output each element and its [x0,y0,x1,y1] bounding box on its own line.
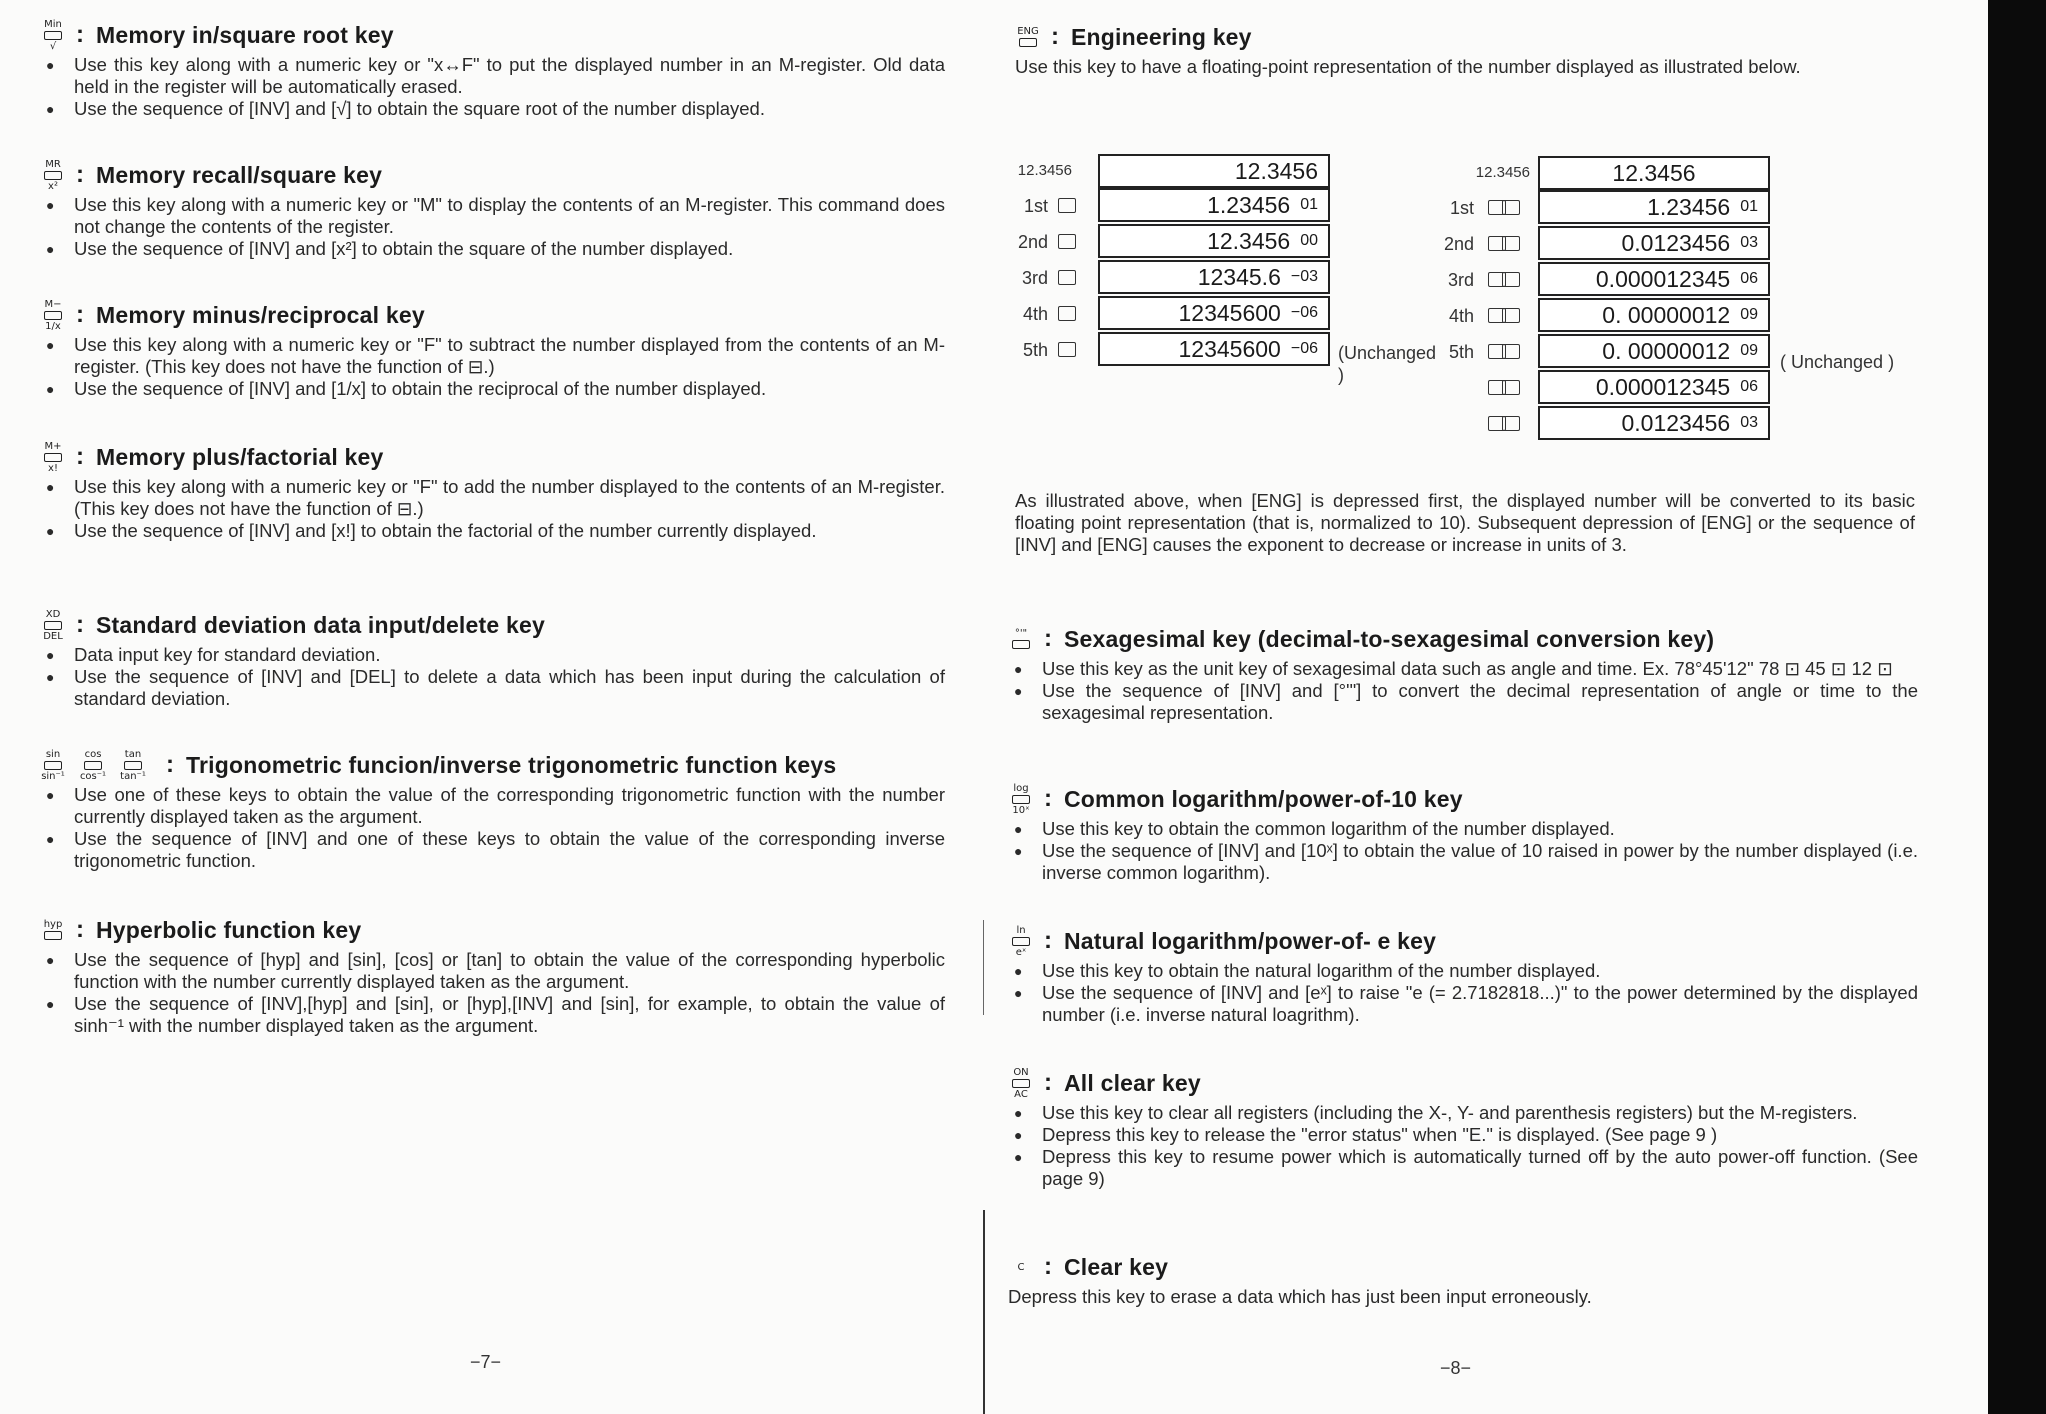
section-std-dev: XD DEL : Standard deviation data input/delete key ● Data input key for standard deviation. ● Use the sequence of [INV] and [DEL] to delete a data which has been input during the calculation of standard deviation. [40,608,945,710]
lcd-display: 12.3456 [1538,156,1770,190]
section-common-log: log 10ˣ : Common logarithm/power-of-10 key ● Use this key to obtain the common logarithm of the number displayed. ● Use the sequence of [INV] and [10ˣ] to obtain the value of 10 raised in power by the number displayed (i.e. inverse common logarithm). [1008,782,1918,884]
section-title: Standard deviation data input/delete key [96,611,545,638]
unchanged-note: ( Unchanged ) [1780,352,1895,372]
bullet-item: ● Use the sequence of [INV] and [x²] to obtain the square of the number displayed. [40,238,945,260]
xd-key-icon: XD DEL [43,608,63,642]
eng-key-icon [1058,270,1076,285]
section-clear: C : Clear key Depress this key to erase a data which has just been input erroneously. [1008,1250,1918,1308]
step-label: 4th [1022,304,1048,324]
sexagesimal-key-icon: °'" [1008,628,1034,650]
bullet-item: ● Use this key to obtain the common logarithm of the number displayed. [1008,818,1918,840]
step-label: 5th [1448,342,1474,362]
step-label: 4th [1448,306,1474,326]
unchanged-note: (Unchanged ) [1338,343,1437,385]
bullet-item: ● Use this key to obtain the natural logarithm of the number displayed. [1008,960,1918,982]
step-label: 1st [1449,198,1474,218]
section-title: Sexagesimal key (decimal-to-sexagesimal conversion key) [1064,625,1715,652]
lcd-display: 0.0123456 03 [1538,226,1770,260]
engineering-explanation-block [1015,488,1915,556]
step-label: 2nd [1017,232,1048,252]
section-title: Trigonometric funcion/inverse trigonometric function keys [186,751,837,778]
page-number: −7− [470,1352,502,1372]
hyp-key-icon: hyp [40,919,66,941]
eng-key-icon [1058,234,1076,249]
bullet-item: ● Use the sequence of [INV] and [°'"] to convert the decimal representation of angle or time to the sexagesimal representation. [1008,680,1918,724]
lcd-display: 12345600 −06 [1098,296,1330,330]
section-title: Memory plus/factorial key [96,443,384,470]
bullet-item: ● Use the sequence of [INV] and [DEL] to delete a data which has been input during the calculation of standard deviation. [40,666,945,710]
page-fold-line [983,1210,985,1414]
section-memory-recall: MR x² : Memory recall/square key ● Use this key along with a numeric key or "M" to display the contents of an M-register. This command does not change the contents of the register. ● Use the sequence of [INV] and [x²] to obtain the square of the number displayed. [40,158,945,260]
section-title: Common logarithm/power-of-10 key [1064,785,1463,812]
bullet-item: ● Data input key for standard deviation. [40,644,945,666]
section-title: All clear key [1064,1069,1201,1096]
bullet-item: ● Use this key along with a numeric key or "x↔F" to put the displayed number in an M-register. Old data held in the register will be automatically erased. [40,54,945,98]
step-label: 5th [1022,340,1048,360]
bullet-item: ● Use this key to clear all registers (including the X-, Y- and parenthesis registers) but the M-registers. [1008,1102,1918,1124]
table-header-label: 12.3456 [1017,162,1072,179]
section-memory-minus: M− 1/x : Memory minus/reciprocal key ● Use this key along with a numeric key or "F" to subtract the number displayed from the contents of an M-register. (This key does not have the function of ⊟.) ● Use the sequence of [INV] and [1/x] to obtain the reciprocal of the number displayed. [40,298,945,400]
eng-key-icon [1502,416,1520,431]
scan-edge-shadow [1988,0,2046,1414]
bullet-item: ● Use the sequence of [INV] and [x!] to obtain the factorial of the number currently displayed. [40,520,945,542]
eng-key-icon [1502,308,1520,323]
section-sexagesimal: °'" : Sexagesimal key (decimal-to-sexagesimal conversion key) ● Use this key as the unit key of sexagesimal data such as angle and time. Ex. 78°45'12" 78 ⊡ 45 ⊡ 12 ⊡ ● Use the sequence of [INV] and [°'"] to convert the decimal representation of angle or time to the sexagesimal representation. [1008,622,1918,724]
lcd-display: 12.3456 [1098,154,1330,188]
page-number: −8− [1440,1358,1472,1378]
min-key-icon: Min √ [44,18,62,52]
lcd-display: 0.0123456 03 [1538,406,1770,440]
lcd-display: 12345.6 −03 [1098,260,1330,294]
step-label: 3rd [1447,270,1474,290]
section-memory-plus: M+ x! : Memory plus/factorial key ● Use this key along with a numeric key or "F" to add the number displayed to the contents of an M-register. (This key does not have the function of ⊟.) ● Use the sequence of [INV] and [x!] to obtain the factorial of the number currently displayed. [40,440,945,542]
c-key-icon: C [1017,1261,1025,1273]
left-page [0,0,980,1414]
section-title: Memory in/square root key [96,21,394,48]
page-fold-line [983,920,984,1015]
cos-key-icon: cos cos⁻¹ [79,748,107,782]
section-trig: sin sin⁻¹ cos cos⁻¹ tan tan⁻¹ : Trigonometric funcion/inverse trigonometric function keys ● Use one of these keys to obtain the value of the corresponding trigonometric function with the number currently displayed taken as the argument. ● Use the sequence of [INV] and one of these keys to obtain the value of the corresponding inverse trigonometric function. [40,748,945,872]
section-all-clear: ON AC : All clear key ● Use this key to clear all registers (including the X-, Y- and parenthesis registers) but the M-registers. ● Depress this key to release the "error status" when "E." is displayed. (See page 9 ) ● Depress this key to resume power which is automatically turned off by the auto power-off function. (See page 9) [1008,1066,1918,1190]
section-title: Memory minus/reciprocal key [96,301,425,328]
eng-table-decreasing [990,152,1437,385]
eng-key-icon [1502,344,1520,359]
step-label: 3rd [1021,268,1048,288]
lcd-display: 1.23456 01 [1098,188,1330,222]
lcd-display: 0. 00000012 09 [1538,334,1770,368]
section-title: Clear key [1064,1253,1169,1280]
lcd-display: 12.3456 00 [1098,224,1330,258]
eng-key-icon [1058,198,1076,213]
lcd-display: 0.000012345 06 [1538,262,1770,296]
eng-key-icon [1502,380,1520,395]
lcd-display: 0. 00000012 09 [1538,298,1770,332]
eng-key-icon: ENG [1015,26,1041,48]
bullet-item: ● Use this key along with a numeric key or "M" to display the contents of an M-register. This command does not change the contents of the register. [40,194,945,238]
bullet-item: ● Depress this key to release the "error status" when "E." is displayed. (See page 9 ) [1008,1124,1918,1146]
lcd-display: 1.23456 01 [1538,190,1770,224]
ln-key-icon: ln eˣ [1008,925,1034,958]
section-engineering: ENG : Engineering key Use this key to have a floating-point representation of the number displayed as illustrated below. [1015,20,1915,78]
section-title: Natural logarithm/power-of- e key [1064,927,1437,954]
bullet-item: ● Use this key along with a numeric key or "F" to subtract the number displayed from the contents of an M-register. (This key does not have the function of ⊟.) [40,334,945,378]
step-label: 2nd [1443,234,1474,254]
clear-key-description: Depress this key to erase a data which has just been input erroneously. [1008,1286,1592,1307]
lcd-display: 12345600 −06 [1098,332,1330,366]
mr-key-icon: MR x² [45,158,61,192]
engineering-explanation: As illustrated above, when [ENG] is depressed first, the displayed number will be converted to its basic floating point representation (that is, normalized to 10). Subsequent depression of [ENG] or the sequence of [INV] and [ENG] causes the exponent to decrease or increase in units of 3. [1015,490,1915,555]
lcd-display: 0.000012345 06 [1538,370,1770,404]
section-memory-in: Min √ : Memory in/square root key ● Use this key along with a numeric key or "x↔F" to put the displayed number in an M-register. Old data held in the register will be automatically erased. ● Use the sequence of [INV] and [√] to obtain the square root of the number displayed. [40,18,945,120]
eng-key-icon [1058,342,1076,357]
table-header-label: 12.3456 [1475,164,1530,181]
section-title: Engineering key [1071,23,1252,50]
eng-key-icon [1058,306,1076,321]
engineering-intro: Use this key to have a floating-point representation of the number displayed as illustrated below. [1015,56,1801,77]
eng-key-icon [1502,200,1520,215]
bullet-item: ● Use the sequence of [hyp] and [sin], [cos] or [tan] to obtain the value of the corresponding hyperbolic function with the number currently displayed taken as the argument. [40,949,945,993]
section-title: Memory recall/square key [96,161,383,188]
bullet-item: ● Depress this key to resume power which is automatically turned off by the auto power-off function. (See page 9) [1008,1146,1918,1190]
m-plus-key-icon: M+ x! [44,440,62,474]
section-hyperbolic: hyp : Hyperbolic function key ● Use the sequence of [hyp] and [sin], [cos] or [tan] to obtain the value of the corresponding hyperbolic function with the number currently displayed taken as the argument. ● Use the sequence of [INV],[hyp] and [sin], or [hyp],[INV] and [sin], for example, to obtain the value of sinh⁻¹ with the number displayed taken as the argument. [40,913,945,1037]
bullet-item: ● Use the sequence of [INV] and [√] to obtain the square root of the number displayed. [40,98,945,120]
bullet-item: ● Use the sequence of [INV] and [eˣ] to raise "e (= 2.7182818...)" to the power determined by the displayed number (i.e. inverse natural loagrithm). [1008,982,1918,1026]
bullet-item: ● Use the sequence of [INV] and one of these keys to obtain the value of the corresponding inverse trigonometric function. [40,828,945,872]
bullet-item: ● Use the sequence of [INV],[hyp] and [sin], or [hyp],[INV] and [sin], for example, to obtain the value of sinh⁻¹ with the number displayed taken as the argument. [40,993,945,1037]
m-minus-key-icon: M− 1/x [44,298,62,332]
eng-key-icon [1502,272,1520,287]
bullet-item: ● Use this key along with a numeric key or "F" to add the number displayed to the contents of an M-register. (This key does not have the function of ⊟.) [40,476,945,520]
step-label: 1st [1023,196,1048,216]
sin-key-icon: sin sin⁻¹ [41,748,65,782]
right-page [990,0,1990,1414]
bullet-item: ● Use the sequence of [INV] and [1/x] to obtain the reciprocal of the number displayed. [40,378,945,400]
section-title: Hyperbolic function key [96,916,362,943]
section-natural-log: ln eˣ : Natural logarithm/power-of- e key ● Use this key to obtain the natural logarithm of the number displayed. ● Use the sequence of [INV] and [eˣ] to raise "e (= 2.7182818...)" to the power determined by the displayed number (i.e. inverse natural loagrithm). [1008,924,1918,1026]
log-key-icon: log 10ˣ [1012,782,1030,816]
ac-key-icon: ON AC [1013,1066,1029,1100]
bullet-item: ● Use the sequence of [INV] and [10ˣ] to obtain the value of 10 raised in power by the number displayed (i.e. inverse common logarithm). [1008,840,1918,884]
bullet-item: ● Use one of these keys to obtain the value of the corresponding trigonometric function with the number currently displayed taken as the argument. [40,784,945,828]
eng-table-increasing [1430,154,1950,454]
tan-key-icon: tan tan⁻¹ [120,748,146,782]
eng-key-icon [1502,236,1520,251]
bullet-item: ● Use this key as the unit key of sexagesimal data such as angle and time. Ex. 78°45'12" 78 ⊡ 45 ⊡ 12 ⊡ [1008,658,1918,680]
